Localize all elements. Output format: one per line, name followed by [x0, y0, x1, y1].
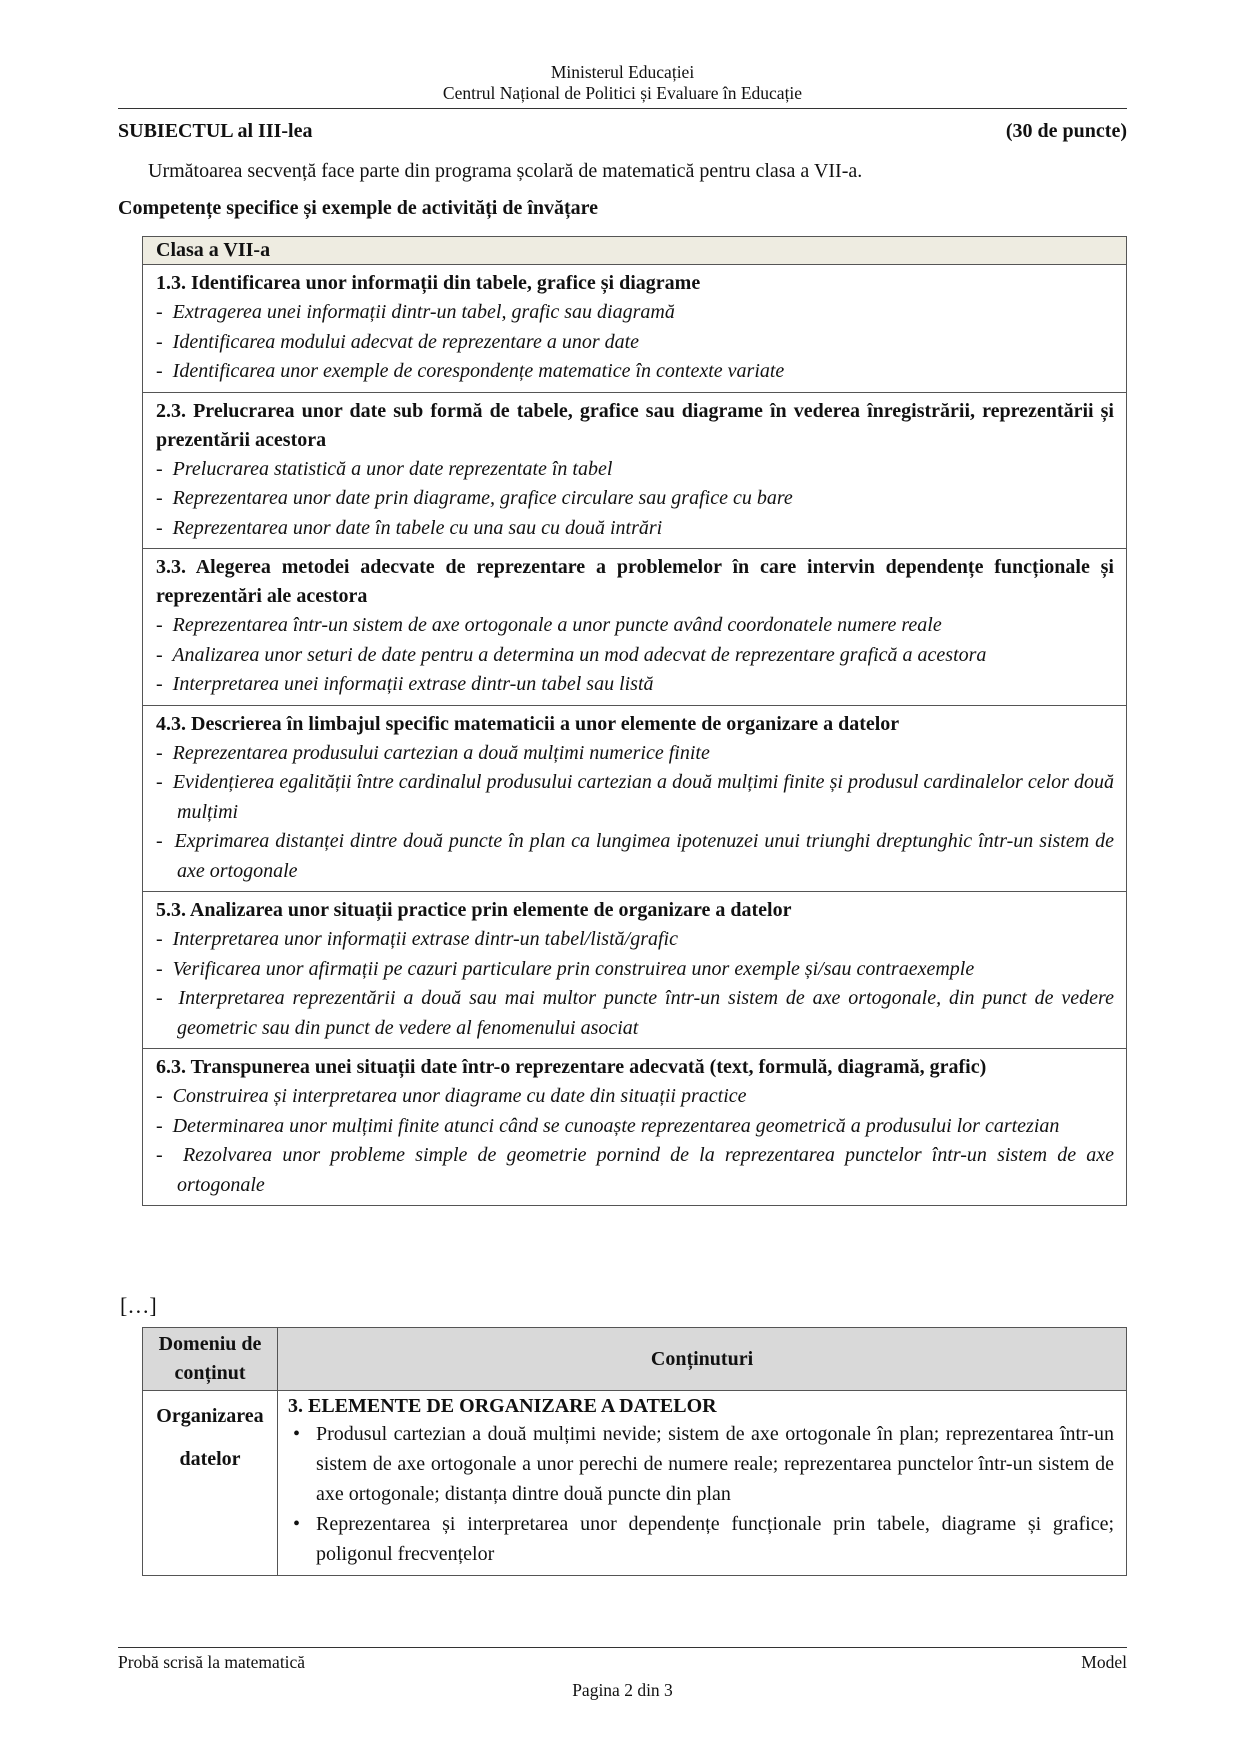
competence-cell [143, 549, 1127, 706]
activity-item: - Evidențierea egalității între cardinalul produsului cartezian a două mulțimi finite și produsul cardinalelor celor două mulțimi [156, 771, 1114, 823]
content-section-title: 3. ELEMENTE DE ORGANIZARE A DATELOR [288, 1395, 717, 1417]
bullet-icon: • [293, 1513, 301, 1535]
content-header: Conținuturi [278, 1328, 1127, 1391]
activity-item: - Identificarea modului adecvat de reprezentare a unor date [156, 330, 640, 353]
activity-item: - Prelucrarea statistică a unor date reprezentate în tabel [156, 457, 613, 480]
competence-heading: 6.3. Transpunerea unei situații date într-o reprezentare adecvată (text, formulă, diagramă, grafic) [156, 1056, 987, 1078]
competence-row [143, 892, 1127, 1049]
competence-heading: 2.3. Prelucrarea unor date sub formă de tabele, grafice sau diagrame în vederea înregistrării, reprezentării și prezentării acestora [156, 399, 1114, 451]
header-center: Centrul Național de Politici și Evaluare în Educație [442, 83, 803, 103]
activity-item: - Determinarea unor mulțimi finite atunci când se cunoaște reprezentarea geometrică a produsului lor cartezian [156, 1114, 1060, 1137]
footer-divider [118, 1647, 1127, 1648]
content-table [142, 1327, 1127, 1576]
intro-text: Următoarea secvență face parte din programa școlară de matematică pentru clasa a VII-a. [148, 160, 863, 182]
activity-item: - Reprezentarea unor date prin diagrame, grafice circulare sau grafice cu bare [156, 487, 793, 509]
bullet-icon: • [293, 1423, 301, 1445]
content-bullet: • Reprezentarea și interpretarea unor dependențe funcționale prin tabele, diagrame și grafice; poligonul frecvențelor [288, 1509, 1114, 1569]
competence-cell [143, 265, 1127, 393]
competence-row [143, 1049, 1127, 1206]
activity-item: - Analizarea unor seturi de date pentru a determina un mod adecvat de reprezentare grafică a acestora [156, 643, 987, 666]
class-label: Clasa a VII-a [143, 237, 1127, 265]
subject-points: (30 de puncte) [1005, 120, 1127, 142]
domain-header: Domeniu de conținut [143, 1328, 278, 1391]
competence-heading: 4.3. Descrierea în limbajul specific matematicii a unor elemente de organizare a datelor [156, 712, 900, 735]
activity-item: - Construirea și interpretarea unor diagrame cu date din situații practice [156, 1085, 747, 1107]
competence-row [143, 392, 1127, 549]
competences-title: Competențe specifice și exemple de activități de învățare [118, 197, 599, 219]
header-ministry: Ministerul Educației [550, 62, 695, 82]
activity-item: - Verificarea unor afirmații pe cazuri particulare prin construirea unor exemple și/sau contraexemple [156, 957, 975, 980]
competence-heading: 1.3. Identificarea unor informații din tabele, grafice și diagrame [156, 272, 701, 294]
activity-item: - Reprezentarea produsului cartezian a două mulțimi numerice finite [156, 741, 710, 764]
activity-item: - Extragerea unei informații dintr-un tabel, grafic sau diagramă [156, 301, 675, 323]
page-number: Pagina 2 din 3 [572, 1680, 673, 1700]
activity-item: - Rezolvarea unor probleme simple de geometrie pornind de la reprezentarea punctelor într-un sistem de axe ortogonale [156, 1144, 1114, 1196]
activity-item: - Exprimarea distanței dintre două puncte în plan ca lungimea ipotenuzei unui triunghi dreptunghic într-un sistem de axe ortogonale [156, 830, 1114, 882]
header-divider [118, 108, 1127, 109]
activity-item: - Interpretarea unei informații extrase dintr-un tabel sau listă [156, 673, 654, 695]
competence-heading: 5.3. Analizarea unor situații practice prin elemente de organizare a datelor [156, 899, 792, 921]
activity-item: - Reprezentarea unor date în tabele cu una sau cu două intrări [156, 516, 663, 539]
content-header-row [143, 1328, 1127, 1391]
page-header [118, 62, 1127, 104]
competence-row [143, 549, 1127, 706]
competence-heading: 3.3. Alegerea metodei adecvate de reprezentare a problemelor în care intervin dependențe funcționale și reprezentări ale acestora [156, 556, 1114, 607]
competence-cell [143, 705, 1127, 892]
activity-item: - Interpretarea reprezentării a două sau mai multor puncte într-un sistem de axe ortogonale, din punct de vedere geometric sau din punct de vedere al fenomenului asociat [156, 987, 1114, 1039]
competence-row [143, 265, 1127, 393]
ellipsis-marker: […] [120, 1293, 157, 1318]
subject-row [118, 120, 1127, 143]
activity-item: - Interpretarea unor informații extrase dintr-un tabel/listă/grafic [156, 928, 678, 950]
competence-row [143, 705, 1127, 892]
footer-model: Model [1081, 1652, 1127, 1672]
competence-cell [143, 892, 1127, 1049]
document-page [118, 0, 1127, 1755]
activity-item: - Reprezentarea într-un sistem de axe ortogonale a unor puncte având coordonatele numere reale [156, 614, 942, 636]
domain-value: Organizarea datelor [143, 1391, 278, 1576]
competence-cell [143, 1049, 1127, 1206]
activity-item: - Identificarea unor exemple de corespondențe matematice în contexte variate [156, 360, 785, 382]
content-row [143, 1391, 1127, 1576]
competences-table [142, 236, 1127, 1206]
table-header-row [143, 237, 1127, 265]
competence-cell [143, 392, 1127, 549]
content-bullet: • Produsul cartezian a două mulțimi nevide; sistem de axe ortogonale în plan; reprezentarea într-un sistem de axe ortogonale a unor perechi de numere reale; reprezentarea punctelor într-un sistem de axe ortogonale; distanța dintre două puncte din plan [288, 1419, 1114, 1509]
footer-exam-name: Probă scrisă la matematică [118, 1652, 306, 1672]
content-cell [278, 1391, 1127, 1576]
subject-title: SUBIECTUL al III-lea [118, 120, 313, 142]
